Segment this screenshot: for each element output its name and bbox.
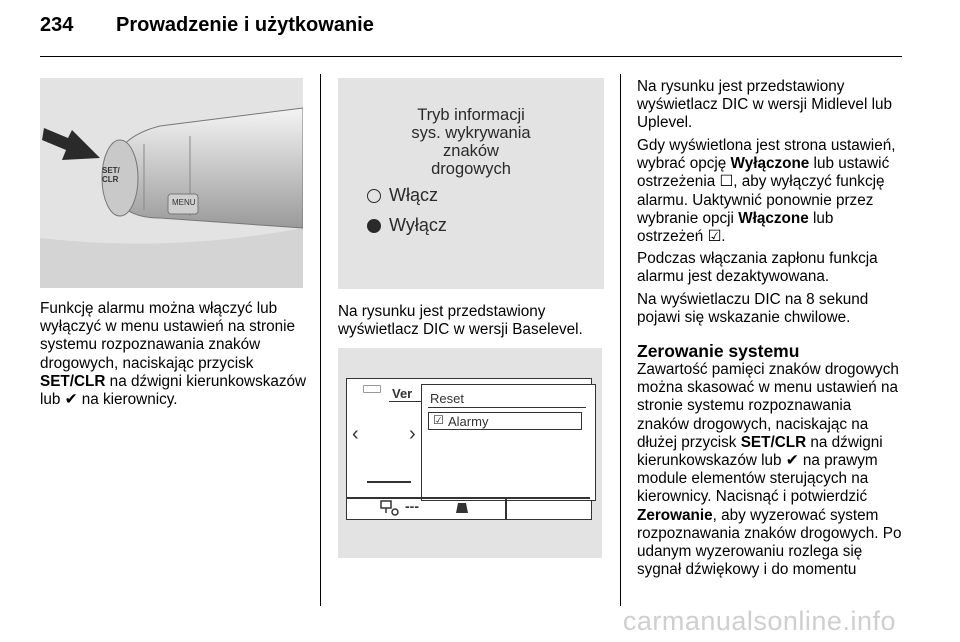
dic-bottom-bar-rule [347,497,590,499]
dic-mid-frame [346,378,592,520]
stalk-label-set: SET/ [102,166,120,175]
nav-left-icon: ‹ [352,423,359,445]
dic-title-underline [428,407,586,408]
radio-selected-icon [367,219,381,233]
dic-title-line-4: drogowych [431,160,511,178]
dic-midlevel-figure [338,348,602,558]
dic-bottom-dash: --- [405,498,419,514]
stalk-label-menu: MENU [172,198,196,207]
page-header-title: Prowadzenie i użytkowanie [116,14,374,36]
dic-menu-item-alarmy [428,412,582,430]
site-watermark: carmanualsonline.info [622,606,896,636]
dic-option-wylacz: Wyłącz [389,215,447,235]
dic-option-wlacz: Włącz [389,185,438,205]
dic-title-line-3: znaków [443,142,499,160]
nav-right-icon: › [409,423,416,445]
vehicle-icon [455,501,469,515]
header-rule [40,56,902,57]
stalk-label-clr: CLR [102,175,119,184]
dic-menu-title: Reset [430,391,464,406]
dic-title-line-2: sys. wykrywania [411,124,531,142]
section-heading-zerowanie: Zerowanie systemu [637,341,800,361]
dic-tab-label: Ver [392,386,413,401]
col3-paragraph-1: Na rysunku jest przedstawiony wyświetlacz DIC w wersji Midlevel lub Uplevel. [637,78,893,132]
dic-bottom-divider [505,497,507,519]
dic-tab-icon [363,385,381,393]
col3-paragraph-2: Gdy wyświetlona jest strona ustawień, wybrać opcję Wyłączone lub ustawić ostrzeżenia ☐, aby wyłączyć funkcję alarmu. Uaktywnić ponownie przez wybranie opcji Włączone lub ostrzeżeń ☑. [637,137,896,246]
page-number: 234 [40,14,74,36]
checkbox-checked-icon: ☑ [433,413,444,427]
radio-empty-icon [367,189,381,203]
column-divider-2 [620,74,621,606]
col2-paragraph: Na rysunku jest przedstawiony wyświetlacz DIC w wersji Baselevel. [338,303,583,339]
col3-paragraph-5: Zawartość pamięci znaków drogowych można skasować w menu ustawień na stronie systemu rozpoznawania znaków drogowych, naciskając na dłużej przycisk SET/CLR na dźwigni kierunkowskazów lub ✔ na prawym module elementów sterujących na kierownicy. Nacisnąć i potwierdzić Zerowanie, aby wyzerować system rozpoznawania znaków drogowych. Po udanym wyzerowaniu rozlega się sygnał dźwiękowy i do momentu [637,361,902,579]
col1-paragraph: Funkcję alarmu można włączyć lub wyłączyć w menu ustawień na stronie systemu rozpoznawania znaków drogowych, naciskając przycisk SET/CLR na dźwigni kierunkowskazów lub ✔ na kierownicy. [40,300,307,409]
dic-underline-left [367,481,411,483]
stalk-figure [40,78,303,288]
dic-menu-panel [421,384,596,501]
dic-menu-item-label: Alarmy [448,414,489,429]
dic-title-line-1: Tryb informacji [417,106,525,124]
col3-paragraph-4: Na wyświetlaczu DIC na 8 sekund pojawi się wskazanie chwilowe. [637,291,869,327]
column-divider-1 [320,74,321,606]
dic-tab-underline [389,401,421,402]
stalk-illustration [40,78,303,288]
col3-paragraph-3: Podczas włączania zapłonu funkcja alarmu jest dezaktywowana. [637,250,878,286]
sign-recognition-icon [379,500,401,516]
dic-baselevel-figure [338,78,604,289]
